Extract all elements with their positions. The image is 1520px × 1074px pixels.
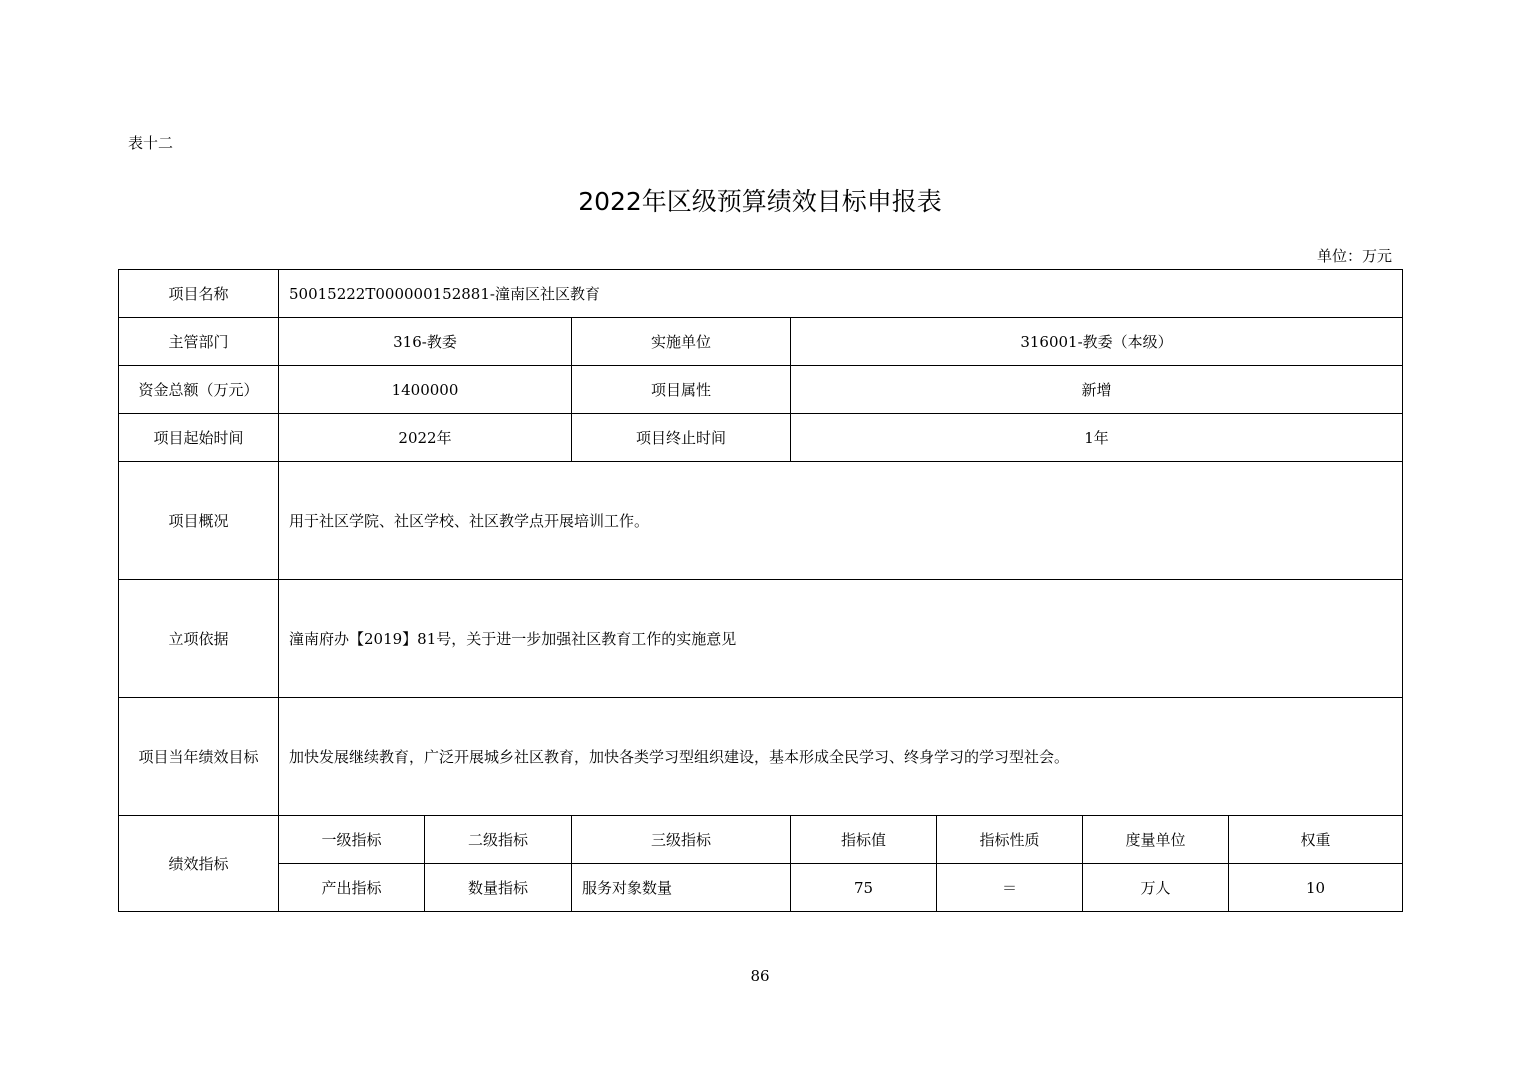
indicator-value: 75 xyxy=(791,864,937,912)
end-time-label: 项目终止时间 xyxy=(572,414,791,462)
indicator-header-level3: 三级指标 xyxy=(572,816,791,864)
indicator-level3: 服务对象数量 xyxy=(572,864,791,912)
indicator-header-value: 指标值 xyxy=(791,816,937,864)
row-department xyxy=(119,318,1403,366)
page-number: 86 xyxy=(750,967,770,985)
total-funds-value: 1400000 xyxy=(279,366,572,414)
project-name-label: 项目名称 xyxy=(119,270,279,318)
table-number-label: 表十二 xyxy=(128,134,174,152)
indicators-label: 绩效指标 xyxy=(119,816,279,912)
indicator-header-weight: 权重 xyxy=(1229,816,1403,864)
implementing-unit-label: 实施单位 xyxy=(572,318,791,366)
basis-label: 立项依据 xyxy=(119,580,279,698)
project-attribute-label: 项目属性 xyxy=(572,366,791,414)
goal-value: 加快发展继续教育，广泛开展城乡社区教育，加快各类学习型组织建设，基本形成全民学习、终身学习的学习型社会。 xyxy=(279,698,1403,816)
indicator-header-row xyxy=(119,816,1403,864)
indicator-level2: 数量指标 xyxy=(425,864,572,912)
indicator-header-level2: 二级指标 xyxy=(425,816,572,864)
row-basis xyxy=(119,580,1403,698)
row-goal xyxy=(119,698,1403,816)
document-title: 2022年区级预算绩效目标申报表 xyxy=(578,187,942,216)
goal-label: 项目当年绩效目标 xyxy=(119,698,279,816)
overview-label: 项目概况 xyxy=(119,462,279,580)
overview-value: 用于社区学院、社区学校、社区教学点开展培训工作。 xyxy=(279,462,1403,580)
start-time-label: 项目起始时间 xyxy=(119,414,279,462)
department-value: 316-教委 xyxy=(279,318,572,366)
indicator-level1: 产出指标 xyxy=(279,864,425,912)
implementing-unit-value: 316001-教委（本级） xyxy=(791,318,1403,366)
row-funds xyxy=(119,366,1403,414)
indicator-unit: 万人 xyxy=(1083,864,1229,912)
indicator-header-nature: 指标性质 xyxy=(937,816,1083,864)
table-row xyxy=(119,864,1403,912)
basis-value: 潼南府办【2019】81号，关于进一步加强社区教育工作的实施意见 xyxy=(279,580,1403,698)
indicator-header-level1: 一级指标 xyxy=(279,816,425,864)
project-attribute-value: 新增 xyxy=(791,366,1403,414)
total-funds-label: 资金总额（万元） xyxy=(119,366,279,414)
start-time-value: 2022年 xyxy=(279,414,572,462)
department-label: 主管部门 xyxy=(119,318,279,366)
performance-target-table xyxy=(118,269,1403,912)
unit-note: 单位：万元 xyxy=(1316,247,1392,265)
end-time-value: 1年 xyxy=(791,414,1403,462)
indicator-header-unit: 度量单位 xyxy=(1083,816,1229,864)
row-project-name xyxy=(119,270,1403,318)
row-overview xyxy=(119,462,1403,580)
row-time xyxy=(119,414,1403,462)
indicator-nature: ＝ xyxy=(937,864,1083,912)
project-name-value: 50015222T000000152881-潼南区社区教育 xyxy=(279,270,1403,318)
indicator-weight: 10 xyxy=(1229,864,1403,912)
